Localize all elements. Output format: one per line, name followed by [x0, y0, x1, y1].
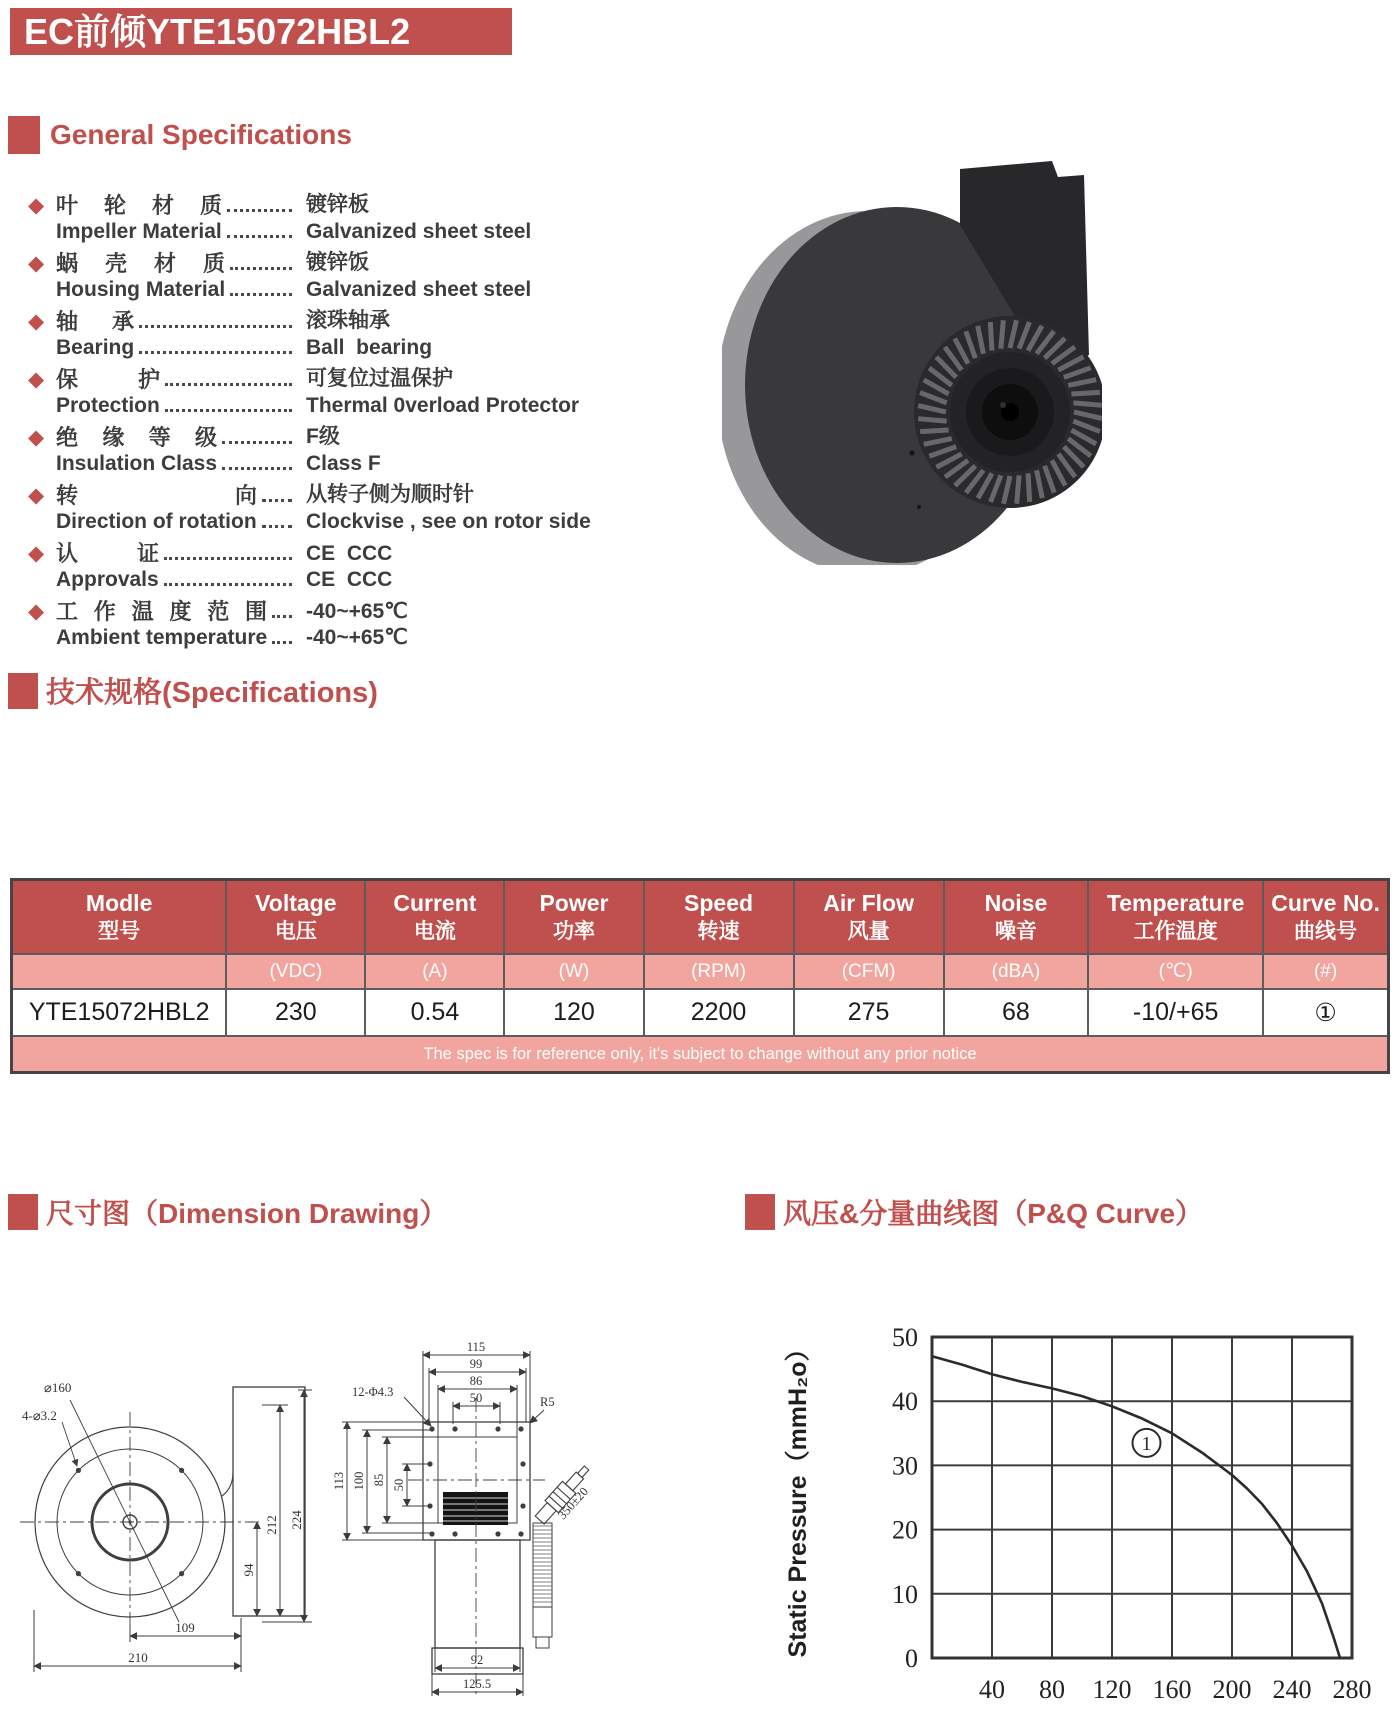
y-tick-label: 0	[905, 1644, 918, 1673]
spec-line	[56, 334, 613, 360]
dotted-leader	[262, 499, 292, 502]
section-marker-icon	[8, 1194, 38, 1230]
spec-label-cn: 叶 轮 材 质	[56, 193, 222, 218]
header-cell-voltage: Voltage 电压	[226, 880, 365, 955]
spec-value-en: Galvanized sheet steel	[306, 278, 532, 301]
dim-label-85: 85	[372, 1473, 386, 1487]
spec-value-en: Galvanized sheet steel	[306, 220, 532, 243]
spec-value-cn: -40~+65℃	[306, 600, 408, 623]
unit-cell: (℃)	[1088, 954, 1263, 989]
dim-label-109: 109	[175, 1620, 195, 1635]
spec-line	[56, 250, 613, 276]
chart-tick-labels	[892, 1323, 1372, 1704]
dotted-leader	[165, 409, 292, 412]
x-tick-label: 280	[1332, 1675, 1372, 1704]
spec-value-en: Class F	[306, 452, 381, 475]
dotted-leader	[272, 615, 292, 618]
dim-label-92: 92	[470, 1653, 484, 1667]
dim-label-dia160: ⌀160	[44, 1380, 72, 1395]
table-row	[12, 989, 1389, 1036]
spec-value-en: Clockvise , see on rotor side	[306, 510, 591, 533]
spec-label-cn: 转 向	[56, 483, 257, 508]
dotted-leader	[227, 235, 292, 238]
spec-value-cn: F级	[306, 425, 340, 448]
chart-y-axis-label: Static Pressure（mmH₂o）	[784, 1336, 812, 1658]
spec-label-en: Impeller Material	[56, 220, 222, 243]
diamond-bullet-icon: ◆	[28, 368, 45, 391]
spec-line	[56, 508, 613, 534]
dimension-drawing-front-view	[10, 1360, 320, 1710]
dim-label-100: 100	[352, 1471, 366, 1491]
unit-cell: (VDC)	[226, 954, 365, 989]
section-marker-icon	[8, 116, 40, 154]
section-heading-text: 风压&分量曲线图（P&Q Curve）	[783, 1198, 1204, 1229]
diamond-bullet-icon: ◆	[28, 600, 45, 623]
data-cell: 2200	[644, 989, 794, 1036]
spec-item	[28, 540, 613, 592]
dotted-leader	[139, 325, 292, 328]
unit-cell: (CFM)	[794, 954, 944, 989]
header-cell-temperature: Temperature 工作温度	[1088, 880, 1263, 955]
spec-line	[56, 424, 613, 450]
x-tick-label: 200	[1212, 1675, 1252, 1704]
section-heading-text: 尺寸图（Dimension Drawing）	[46, 1198, 448, 1229]
spec-value-cn: 滚珠轴承	[306, 309, 390, 332]
section-heading-text: General Specifications	[50, 119, 352, 150]
spec-line	[56, 450, 613, 476]
section-marker-icon	[8, 673, 38, 709]
table-note: The spec is for reference only, it's subject to change without any prior notice	[12, 1036, 1389, 1073]
dotted-leader	[165, 383, 292, 386]
dim-label-113: 113	[332, 1471, 346, 1491]
spec-line	[56, 192, 613, 218]
section-dimension-drawing	[8, 1192, 447, 1232]
header-cell-noise: Noise 噪音	[944, 880, 1089, 955]
header-cell-speed: Speed 转速	[644, 880, 794, 955]
spec-item	[28, 598, 613, 650]
spec-label-en: Ambient temperature	[56, 626, 268, 649]
header-cell-air-flow: Air Flow 风量	[794, 880, 944, 955]
spec-label-cn: 工 作 温 度 范 围	[56, 599, 267, 624]
unit-cell: (RPM)	[644, 954, 794, 989]
spec-line	[56, 366, 613, 392]
spec-value-cn: 可复位过温保护	[306, 367, 453, 390]
spec-line	[56, 308, 613, 334]
dotted-leader	[222, 441, 292, 444]
header-cell-modle: Modle 型号	[12, 880, 227, 955]
spec-label-cn: 绝 缘 等 级	[56, 425, 217, 450]
dim-label-94: 94	[241, 1563, 256, 1577]
y-tick-label: 10	[892, 1579, 918, 1609]
dotted-leader	[164, 557, 292, 560]
dim-label-224: 224	[289, 1510, 304, 1530]
spec-line	[56, 218, 613, 244]
page-title: EC前倾YTE15072HBL2	[10, 8, 512, 55]
section-pq-curve	[745, 1192, 1203, 1232]
header-cell-curve-no-: Curve No. 曲线号	[1263, 880, 1388, 955]
spec-item	[28, 424, 613, 476]
spec-line	[56, 624, 613, 650]
spec-line	[56, 392, 613, 418]
spec-label-en: Direction of rotation	[56, 510, 257, 533]
x-tick-label: 40	[979, 1675, 1005, 1704]
dim-label-86: 86	[469, 1374, 483, 1388]
dim-label-125-5: 125.5	[462, 1677, 492, 1691]
spec-value-en: Thermal 0verload Protector	[306, 394, 580, 417]
spec-item	[28, 482, 613, 534]
dotted-leader	[222, 467, 292, 470]
section-heading-text: 技术规格(Specifications)	[46, 677, 378, 709]
y-tick-label: 40	[892, 1387, 918, 1417]
data-cell: YTE15072HBL2	[12, 989, 227, 1036]
x-tick-label: 120	[1092, 1675, 1132, 1704]
dim-label-r5: R5	[540, 1395, 555, 1409]
spec-label-cn: 认 证	[56, 541, 159, 566]
spec-label-en: Protection	[56, 394, 160, 417]
spec-line	[56, 276, 613, 302]
diamond-bullet-icon: ◆	[28, 310, 45, 333]
pq-curve-chart	[780, 1245, 1400, 1717]
curve-number-label: 1	[1141, 1432, 1152, 1455]
x-tick-label: 80	[1039, 1675, 1065, 1704]
section-marker-icon	[745, 1194, 775, 1230]
data-cell: 230	[226, 989, 365, 1036]
spec-value-cn: 镀锌板	[306, 193, 369, 216]
dim-label-4-holes: 4-⌀3.2	[22, 1408, 57, 1423]
spec-item	[28, 250, 613, 302]
header-cell-power: Power 功率	[504, 880, 643, 955]
x-tick-label: 240	[1272, 1675, 1312, 1704]
diamond-bullet-icon: ◆	[28, 194, 45, 217]
y-tick-label: 20	[892, 1515, 918, 1545]
unit-cell: (W)	[504, 954, 643, 989]
header-cell-current: Current 电流	[365, 880, 504, 955]
spec-line	[56, 540, 613, 566]
spec-line	[56, 566, 613, 592]
dotted-leader	[272, 641, 292, 644]
section-general-specifications	[8, 116, 352, 154]
data-cell: 68	[944, 989, 1089, 1036]
spec-label-cn: 轴 承	[56, 309, 134, 334]
diamond-bullet-icon: ◆	[28, 542, 45, 565]
diamond-bullet-icon: ◆	[28, 252, 45, 275]
unit-cell: (A)	[365, 954, 504, 989]
dim-label-210: 210	[128, 1650, 148, 1665]
spec-item	[28, 192, 613, 244]
dim-label-left-50: 50	[392, 1478, 406, 1492]
dim-label-12-holes: 12-Φ4.3	[352, 1385, 394, 1399]
spec-value-en: CE CCC	[306, 568, 393, 591]
data-cell: 275	[794, 989, 944, 1036]
spec-value-en: -40~+65℃	[306, 626, 408, 649]
data-cell: 120	[504, 989, 643, 1036]
dotted-leader	[227, 209, 292, 212]
diamond-bullet-icon: ◆	[28, 426, 45, 449]
data-cell: -10/+65	[1088, 989, 1263, 1036]
spec-value-en: Ball bearing	[306, 336, 433, 359]
dotted-leader	[230, 267, 292, 270]
diamond-bullet-icon: ◆	[28, 484, 45, 507]
spec-item	[28, 308, 613, 360]
spec-line	[56, 482, 613, 508]
spec-item	[28, 366, 613, 418]
spec-value-cn: CE CCC	[306, 542, 393, 565]
unit-cell	[12, 954, 227, 989]
section-specifications	[8, 670, 378, 711]
dim-label-top-50: 50	[469, 1391, 483, 1405]
chart-grid	[932, 1337, 1352, 1658]
dotted-leader	[139, 351, 292, 354]
spec-value-cn: 从转子侧为顺时针	[306, 483, 474, 506]
general-spec-list	[28, 192, 613, 656]
x-tick-label: 160	[1152, 1675, 1192, 1704]
dotted-leader	[262, 525, 292, 528]
y-tick-label: 30	[892, 1451, 918, 1481]
dimension-drawing-top-view	[330, 1340, 620, 1712]
spec-table	[10, 878, 1390, 1074]
dim-label-cable-350: 350±20	[555, 1484, 591, 1523]
spec-label-en: Bearing	[56, 336, 135, 359]
spec-label-en: Housing Material	[56, 278, 226, 301]
dim-label-212: 212	[264, 1515, 279, 1535]
dim-label-115: 115	[466, 1340, 486, 1354]
data-cell: 0.54	[365, 989, 504, 1036]
spec-line	[56, 598, 613, 624]
spec-table-wrap	[10, 878, 1390, 1074]
product-photo-centrifugal-fan	[722, 155, 1102, 565]
spec-label-en: Approvals	[56, 568, 159, 591]
spec-label-en: Insulation Class	[56, 452, 218, 475]
dim-label-99: 99	[469, 1357, 483, 1371]
data-cell: ①	[1263, 989, 1388, 1036]
unit-cell: (dBA)	[944, 954, 1089, 989]
dotted-leader	[230, 293, 292, 296]
y-tick-label: 50	[892, 1323, 918, 1352]
dotted-leader	[164, 583, 292, 586]
spec-label-cn: 保 护	[56, 367, 160, 392]
spec-value-cn: 镀锌饭	[306, 251, 369, 274]
spec-label-cn: 蜗 壳 材 质	[56, 251, 225, 276]
unit-cell: (#)	[1263, 954, 1388, 989]
